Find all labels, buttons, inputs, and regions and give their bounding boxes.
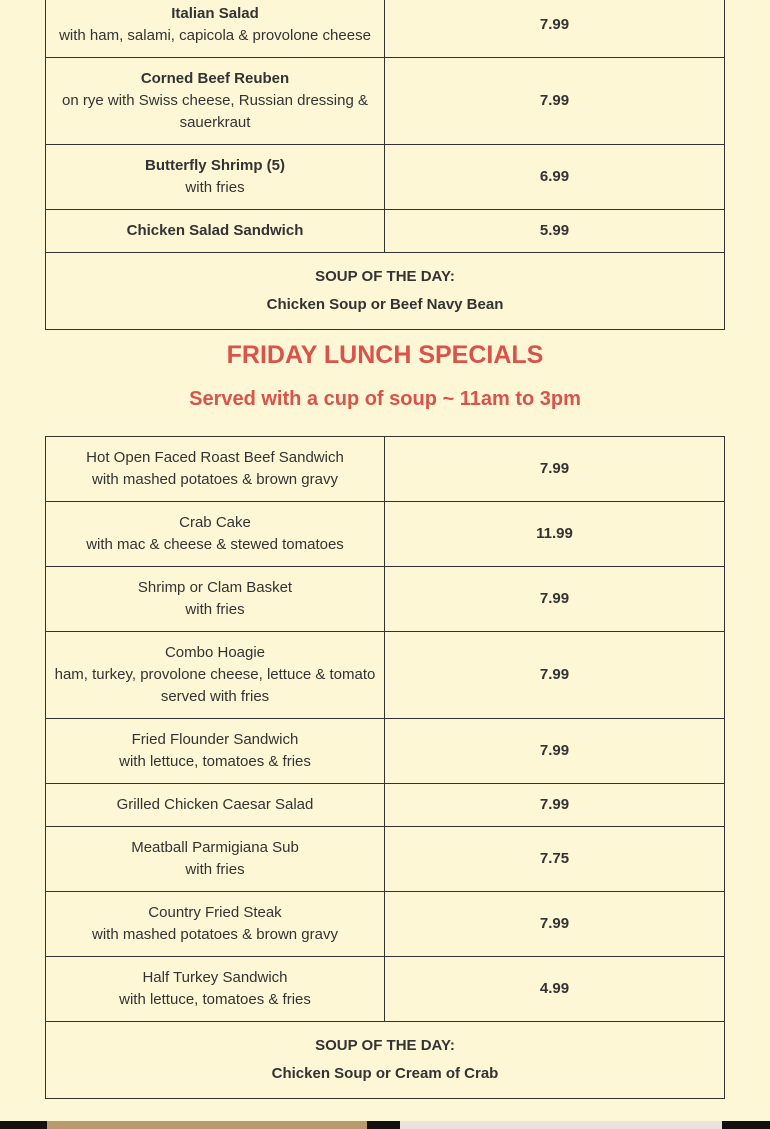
item-cell <box>46 0 385 58</box>
item-cell <box>46 567 385 632</box>
item-desc: with mashed potatoes & brown gravy <box>92 471 338 488</box>
item-name: Corned Beef Reuben <box>140 70 290 87</box>
item-cell <box>46 437 385 502</box>
item-cell <box>46 632 385 719</box>
item-desc: with lettuce, tomatoes & fries <box>119 753 311 770</box>
item-cell <box>46 957 385 1022</box>
soup-text: Chicken Soup or Cream of Crab <box>271 1065 499 1082</box>
table-row <box>46 567 725 632</box>
item-desc: with fries <box>185 179 245 196</box>
item-cell <box>46 892 385 957</box>
item-price: 5.99 <box>385 210 725 253</box>
item-cell <box>46 58 385 145</box>
table-row <box>46 437 725 502</box>
item-desc: on rye with Swiss cheese, Russian dressing & sauerkraut <box>62 92 368 131</box>
section-subtitle: Served with a cup of soup ~ 11am to 3pm <box>189 388 581 410</box>
table-row <box>46 58 725 145</box>
item-price: 7.99 <box>385 632 725 719</box>
item-price: 7.99 <box>385 0 725 58</box>
menu-table-friday <box>45 436 725 1099</box>
photo-thumbnail <box>400 1121 722 1129</box>
item-name: Chicken Salad Sandwich <box>126 222 304 239</box>
soup-label: SOUP OF THE DAY: <box>315 268 455 285</box>
item-name: Italian Salad <box>171 4 259 22</box>
item-desc: with fries <box>185 861 245 878</box>
item-price: 7.75 <box>385 827 725 892</box>
item-desc: with mac & cheese & stewed tomatoes <box>86 536 344 553</box>
soup-row <box>46 253 725 330</box>
item-cell <box>46 145 385 210</box>
item-name: Butterfly Shrimp (5) <box>144 157 285 174</box>
item-price: 7.99 <box>385 437 725 502</box>
item-price: 7.99 <box>385 58 725 145</box>
item-price: 11.99 <box>385 502 725 567</box>
table-row <box>46 892 725 957</box>
item-name: Shrimp or Clam Basket <box>137 579 293 596</box>
item-price: 4.99 <box>385 957 725 1022</box>
item-name: Country Fried Steak <box>148 904 282 921</box>
item-desc: with mashed potatoes & brown gravy <box>92 926 338 943</box>
table-row <box>46 632 725 719</box>
item-desc: with ham, salami, capicola & provolone cheese <box>59 26 371 44</box>
item-name: Combo Hoagie <box>164 644 266 661</box>
item-name: Hot Open Faced Roast Beef Sandwich <box>86 449 344 466</box>
menu-table-top <box>45 0 725 330</box>
item-desc: with lettuce, tomatoes & fries <box>119 991 311 1008</box>
item-cell <box>46 827 385 892</box>
item-name: Fried Flounder Sandwich <box>131 731 299 748</box>
table-row <box>46 719 725 784</box>
item-name: Crab Cake <box>179 514 251 531</box>
table-row <box>46 784 725 827</box>
item-desc: with fries <box>185 601 245 618</box>
item-price: 7.99 <box>385 892 725 957</box>
item-cell <box>46 210 385 253</box>
soup-row <box>46 1022 725 1099</box>
item-price: 7.99 <box>385 784 725 827</box>
table-row <box>46 827 725 892</box>
item-name: Meatball Parmigiana Sub <box>131 839 299 856</box>
item-price: 6.99 <box>385 145 725 210</box>
item-cell <box>46 719 385 784</box>
soup-label: SOUP OF THE DAY: <box>315 1037 455 1054</box>
item-name: Half Turkey Sandwich <box>142 969 288 986</box>
table-row <box>46 145 725 210</box>
soup-of-the-day <box>46 1022 725 1099</box>
table-row <box>46 0 725 58</box>
soup-of-the-day <box>46 253 725 330</box>
table-row <box>46 502 725 567</box>
table-row <box>46 210 725 253</box>
photo-thumbnail <box>47 1121 367 1129</box>
item-name: Grilled Chicken Caesar Salad <box>116 796 314 813</box>
item-cell <box>46 502 385 567</box>
item-desc: ham, turkey, provolone cheese, lettuce & tomato served with fries <box>54 666 376 705</box>
section-title: FRIDAY LUNCH SPECIALS <box>226 341 544 369</box>
soup-text: Chicken Soup or Beef Navy Bean <box>266 296 504 313</box>
table-row <box>46 957 725 1022</box>
item-cell <box>46 784 385 827</box>
item-price: 7.99 <box>385 567 725 632</box>
item-price: 7.99 <box>385 719 725 784</box>
